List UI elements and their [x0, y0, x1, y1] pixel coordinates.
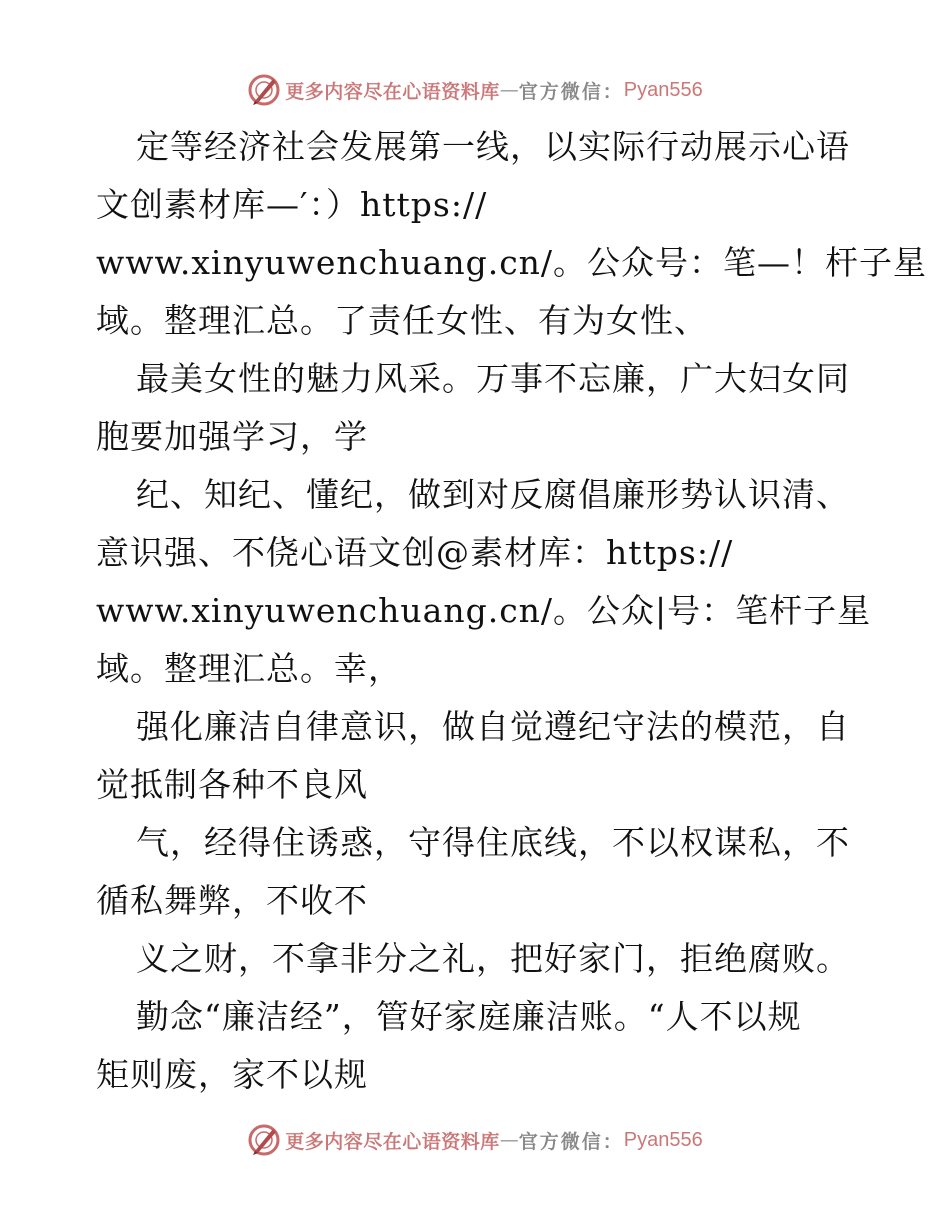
- footer-wechat-label: 官方微信：: [518, 1130, 624, 1153]
- body-line: 域。整理汇总。了责任女性、有为女性、: [96, 301, 708, 340]
- header-separator: —: [499, 79, 519, 101]
- body-line: 勤念“廉洁经”，管好家庭廉洁账。“人不以规: [136, 997, 802, 1036]
- header-wechat-label: 官方微信：: [518, 80, 624, 103]
- header-banner: [0, 70, 950, 110]
- footer-separator: —: [499, 1129, 519, 1151]
- body-line: 矩则废，家不以规: [96, 1055, 368, 1094]
- body-line: 文创素材库—′：）https://: [96, 185, 488, 224]
- footer-banner: [0, 1120, 950, 1160]
- body-line: www.xinyuwenchuang.cn/。公众|号：笔杆子星: [96, 591, 872, 630]
- body-line: 气，经得住诱惑，守得住底线，不以权谋私，不: [136, 823, 850, 862]
- body-line: 纪、知纪、懂纪，做到对反腐倡廉形势认识清、: [136, 475, 850, 514]
- body-line: 觉抵制各种不良风: [96, 765, 368, 804]
- pen-circle-logo-icon: [247, 1123, 281, 1157]
- body-line: 义之财，不拿非分之礼，把好家门，拒绝腐败。: [136, 939, 850, 978]
- body-line: 最美女性的魅力风采。万事不忘廉，广大妇女同: [136, 359, 850, 398]
- body-line: www.xinyuwenchuang.cn/。公众号：笔—！杆子星: [96, 243, 928, 282]
- body-line: 强化廉洁自律意识，做自觉遵纪守法的模范，自: [136, 707, 850, 746]
- body-line: 循私舞弊，不收不: [96, 881, 368, 920]
- pen-circle-logo-icon: [247, 73, 281, 107]
- header-wechat-id: Pyan556: [623, 78, 703, 101]
- body-line: 胞要加强学习，学: [96, 417, 368, 456]
- body-line: 意识强、不侥心语文创@素材库：https://: [96, 533, 734, 572]
- footer-wechat-id: Pyan556: [623, 1128, 703, 1151]
- body-line: 定等经济社会发展第一线，以实际行动展示心语: [136, 127, 850, 166]
- header-brand-text: 更多内容尽在心语资料库: [285, 80, 500, 103]
- document-body: [96, 118, 928, 1104]
- footer-brand-text: 更多内容尽在心语资料库: [285, 1130, 500, 1153]
- body-line: 域。整理汇总。幸，: [96, 649, 402, 688]
